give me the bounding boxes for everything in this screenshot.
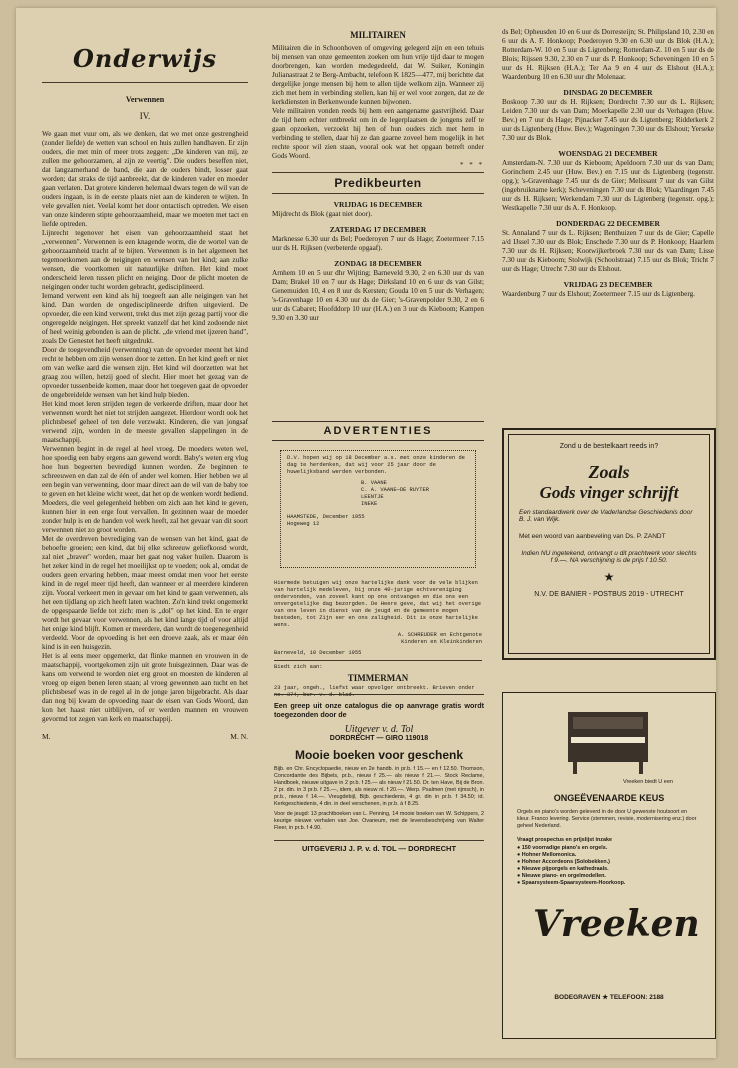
section-logo: Onderwijs (72, 44, 218, 73)
article-part: IV. (139, 111, 151, 121)
day-heading: ZONDAG 18 DECEMBER (334, 259, 422, 268)
paragraph: We gaan met vuur om, als we denken, dat we met onze gestrengheid (zonder liefde) de wetten van school en huis zullen handhaven. Er zijn ouders, die met min of meer trots zeggen: „De kinderen van mij, ze zullen me gehoorzamen, al zijn ze veertig". Die ouders beseffen niet, dat langzamerhand de band, die aan de ouders bindt, losser gaat worden; dat straks de tijd aanbreekt, dat de kinderen vader en moeder gaan verlaten. Dat grotere kinderen helemaal dwars tegen de wil van de ouders ingaan, is in de eerste plaats niet aan de kinderen te wijten. In vele gevallen niet. Veelal komt het door ontactisch optreden. We eisen van onze kinderen stipte gehoorzaamheid, maar we moeten met tact en liefde optreden. (42, 130, 248, 228)
wanted-label: Biedt zich aan: (274, 664, 323, 670)
tol-footer: UITGEVERIJ J. P. v. d. TOL — DORDRECHT (301, 844, 457, 853)
day-services: Amsterdam-N. 7.30 uur ds Kieboom; Apeldoorn 7.30 uur ds van Dam; Gorinchem 2.45 uur (Huw. Bev.) en 7.15 uur ds Ligtenberg (tegenstr. opg.); 's-Gravenhage 7.45 uur ds de Gier; Melissant 7 uur ds van Gilst (ingebruikname kerk); Scheveningen 7.30 uur ds Blok; Vlaardingen 7.45 uur ds H. Rijksen; Werkendam 7.30 uur ds Ligtenberg (tegenstr. opg.); Westkapelle 7.30 uur ds A. F. Honkoop. (502, 159, 714, 212)
notice-frame (280, 450, 476, 568)
middle-column (272, 28, 484, 323)
paragraph: Met de overdreven bevrediging van de wensen van het kind, gaat de behoefte groeien; een kind, dat bij elke schreeuw geliefkoosd wordt, zal niet „braver" worden, maar het gaat nog vaker huilen. Daarom is het zeker kind in de regel het moeilijkst op te voeden; ook al, omdat de ouders geen ervaring hebben, maar meest omdat men voor het eerste kind in de regel meer tijd heeft, dan wanneer er al meerdere kinderen zijn. Vooral verkeert men in gevaar om het kind te gaan verwennen, als het een tijdlang op zich heeft laten wachten. Zo'n kind trekt ongemerkt de opgespaarde liefde tot zich: men is „dol" op het kind. En te erger wordt het gevaar voor verwennen, als het kind lange tijd of voor altijd het enige kind blijft. Komen er meerdere, dan wordt de toegenegenheid verdeeld. Voor de opvoeding is het een droeve zaak, als er maar één kind is in een huisgezin. (42, 535, 248, 651)
vreeken-list (517, 845, 701, 887)
vreeken-footer: BODEGRAVEN ★ TELEFOON: 2188 (554, 994, 664, 1001)
notice-name: INEKE (361, 501, 378, 507)
piano-icon (563, 707, 653, 777)
divider (274, 840, 484, 841)
day-heading: WOENSDAG 21 DECEMBER (558, 149, 658, 158)
thanks-text: Hiermede betuigen wij onze hartelijke dank voor de vele blijken van hartelijk medeleven, bij onze 40-jarige echtvereniging ondervonden, van zoveel kant op ons ontvangen en die ons een onvergetelijke dag bezorgden. De Heere geve, dat wij het overige van ons leven in dienst van de jeugd en de gemeente mogen besteden, tot Zijn eer en ons zaligheid. Dit is onze hartelijke wens. (274, 580, 482, 628)
divider (272, 172, 484, 173)
article-body (42, 130, 248, 724)
banier-ad-frame (508, 434, 710, 654)
list-item: ● Spaarsysteem-Spaarsysteem-Hoorkoop. (517, 880, 626, 886)
paragraph: Het kind moet leren strijden tegen de verkeerde driften, maar door het verwennen wordt het niet tot strijden aangezet. Hierdoor wordt ook het plichtsbesef geheel of ten dele verzwakt. Kinderen, die van jongsaf verwend zijn, worden in de meeste gevallen slappelingen in de maatschappij. (42, 400, 248, 444)
list-item: ● Hohner Accordeons (Solobekken.) (517, 859, 610, 865)
signature-right: M. N. (230, 732, 248, 741)
thanks-signature: A. SCHREUDER en Echtgenote Kinderen en Kleinkinderen (397, 632, 482, 645)
tol-intro: Een greep uit onze catalogus die op aanvrage gratis wordt toegezonden door de (274, 701, 484, 719)
notice-text: D.V. hopen wij op 18 December a.s. met onze kinderen de dag te herdenken, dat wij voor 25 jaar door de huwelijksband werden verbonden. (287, 455, 465, 475)
predikbeurten-title: Predikbeurten (334, 176, 422, 190)
day-heading: VRIJDAG 23 DECEMBER (563, 280, 653, 289)
timmerman-text: 23 jaar, ongeh., liefst waar opvolger ontbreekt. Brieven onder no. 374, bur. v. d. blad. (274, 685, 475, 698)
right-column (502, 28, 714, 299)
divider (274, 660, 482, 661)
separator-stars: * * * (460, 161, 484, 169)
day-services: Boskoop 7.30 uur ds H. Rijksen; Dordrecht 7.30 uur ds L. Rijksen; Leiden 7.30 uur ds van Dam; Moerkapelle 2.30 uur ds Verhagen (Huw. Bev.) en 7 uur ds Hage; Pijnacker 7.45 uur ds Ligtenberg; Ridderkerk 2 uur ds Ligtenberg (Huw. Bev.); Wageningen 7.30 uur ds Elshout; Yerseke 7.30 uur ds Blok. (502, 98, 714, 142)
notice-address: Hogeweg 12 (287, 521, 320, 527)
services-continued: ds Bel; Opheusden 10 en 6 uur ds Dorresteijn; St. Philipsland 10, 2.30 en 6 uur ds A. F. Honkoop; Poederoyen 9.30 en 6.30 uur ds Blok (H.A.); Rotterdam-W. 10 en 5 uur ds Ligtenberg; Rotterdam-Z. 10 en 5 uur ds de Blois; Rijssen 9.30, 2.30 en 7 uur ds P. Honkoop; Scheveningen 10 en 5 uur ds H. Rijksen (H.A.); Ter Aa 9 en 4 uur ds Elshout (H.A.); Waardenburg 10 en 6.30 uur dhr Molenaar. (502, 28, 714, 81)
banier-top: Zond u de bestelkaart reeds in? (559, 443, 659, 450)
day-services: Mijdrecht ds Blok (gaat niet door). (272, 210, 373, 218)
notice-name: C. A. VAANE—DE RUYTER (361, 487, 429, 493)
thanks-notice (274, 580, 482, 699)
paragraph: Het is al eens meer opgemerkt, dat flinke mannen en vrouwen in de maatschappij, voortgekomen zijn uit grote huisgezinnen. Daar was de kans om verwend te worden niet erg groot en moesten de kinderen al vroeg op eigen benen leren staan; al vroeg gewennen aan tucht en het plichtsbesef was in de regel al in de jonge jaren bijgebracht. Als daar dan nog bij kwam de opvoeding naar de eisen van Gods Woord, dan kon het haast niet uitblijven, of er werden mannen en vrouwen gevormd tot zegen van kerk en maatschappij. (42, 652, 248, 723)
list-item: ● 150 voorradige piano's en orgels. (517, 845, 608, 851)
banier-footer: N.V. DE BANIER - POSTBUS 2019 - UTRECHT (534, 591, 684, 598)
signature-left: M. (42, 732, 51, 741)
tol-headline: Mooie boeken voor geschenk (294, 748, 464, 762)
notice-place: HAAMSTEDE, December 1955 (287, 514, 365, 520)
paragraph: Verwennen begint in de regel al heel vroeg. De moeders weten wel, hoe spoedig een baby ergens aan gewend wordt. Baby's weten erg vlug hoe hun begeerten bevredigd kunnen worden. Ze beginnen te schreeuwen en dan zal de één of ander wel komen. Hier hebben we al een begin van verwenning, door maar direct aan de wil van de baby toe te geven en het kleine wicht weet, dat het op de wenken wordt bediend. Moeders, die veel gelegenheid hebben om zich aan het kind te geven, kunnen hier in een erge fout vervallen. In gezinnen waar de moeder zonder hulp is en de handen vol werk heeft, zal het gevaar van dit soort verwennen niet zo groot worden. (42, 445, 248, 534)
vreeken-ad (502, 692, 716, 1039)
day-heading: DINSDAG 20 DECEMBER (563, 88, 653, 97)
tol-city: DORDRECHT — GIRO 119018 (329, 735, 429, 742)
list-item: ● Nieuwe piano- en orgelmodellen. (517, 873, 606, 879)
militairen-text: Militairen die in Schoonhoven of omgeving gelegerd zijn en een tehuis bij mensen van onze gemeenten zoeken om hun vrije tijd daar te mogen doorbrengen, kan worden medegedeeld, dat W. Suiker, Koningin Julianastraat 2 te Berg-Ambacht, telefoon K 1825—477, mij berichtte dat dergelijke jonge mensen bij hem te allen tijde welkom zijn. Wanneer zij zich met hem in verbinding stellen, kan hij er wel voor zorgen, dat ze de kerkdiensten in Berkenwoude kunnen bijwonen. Vele militairen vonden reeds bij hem een aangename gastvrijheid. Daar de tijd hem echter ontbreekt om in de legerplaatsen de jongens zelf te gaan opzoeken, verzoekt hij hen of hun ouders zich met hem in verbinding te stellen, daar hij ze dan gaarne zoveel hem mogelijk in het rechte spoor wil zien staan, vooral ook wat het opgaan betreft onder Gods Woord. (272, 44, 484, 160)
list-item: ● Hohner Mellomonica. (517, 852, 577, 858)
vreeken-logo: Vreeken (533, 903, 700, 945)
banier-offer: Indien NU ingetekend, ontvangt u dit prachtwerk voor slechts f 9.—. NA verschijning is de prijs f 10.50. (521, 550, 697, 564)
day-services: Marknesse 6.30 uur ds Bel; Poederoyen 7 uur ds Hage; Zoetermeer 7.15 uur ds H. Rijksen (verbeterde opgaaf). (272, 235, 484, 252)
timmerman-title: TIMMERMAN (347, 673, 409, 683)
advertenties-title: ADVERTENTIES (272, 421, 484, 441)
divider (272, 193, 484, 194)
paragraph: Door de toegevendheid (verwenning) van de opvoeder meent het kind recht te hebben om zijn wensen door te zetten. En het kind geeft er niet om van welke aard die wensen zijn. Het kind wil doorzetten wat het graag zou willen, hetzij goed of slecht. Hier moet het gezag van de opvoeder tussenbeide komen, maar door het toegeven gaat de opvoeder de ongebreidelde wensen van het kind hulp bieden. (42, 346, 248, 399)
day-services: Arnhem 10 en 5 uur dhr Wijting; Barneveld 9.30, 2 en 6.30 uur ds van Dam; Brakel 10 en 7 uur ds Hage; Dirksland 10 en 6 uur ds van Gilst; Genemuiden 10, 4 en 8 uur ds Kersten; Gouda 10 en 5 uur ds Verhagen; 's-Gravenhage 10 en 4.30 uur ds de Gier; 's-Gravenpolder 9.30, 2 en 6 uur ds Cabaret; Hoofddorp 10 uur (H.A.) en 3 uur ds Kieboom; Kampen 9.30 en 3.30 uur (272, 269, 484, 322)
paragraph: Iemand verwent een kind als hij toegeeft aan alle neigingen van het kind. Dan worden de ongedisciplineerde driften uitgevierd. De opvoeder, die een kind verwent, trekt dus met zijn gezag partij voor die ongeregelde neigingen. Het spreekt vanzelf dat het kind zodoende niet of heel weinig gebonden is aan de plicht. „de vriend met ijzeren hand", zoals De Genestet het heeft uitgedrukt. (42, 292, 248, 345)
banier-sub: Een standaardwerk over de Vaderlandse Geschiedenis door B. J. van Wijk. (519, 509, 693, 523)
divider (42, 82, 248, 83)
banier-rec: Met een woord van aanbeveling van Ds. P. ZANDT (519, 533, 666, 540)
newspaper-page (16, 8, 716, 1058)
vreeken-lines: Orgels en piano's worden geleverd in de door U gewenste houtsoort en kleur. Franco levering. Service (stemmen, revisie, modernisering enz.) door geheel Nederland. (517, 809, 697, 829)
vreeken-head: ONGEËVENAARDE KEUS (553, 793, 665, 803)
tol-publisher: Uitgever v. d. Tol (344, 724, 414, 735)
tol-list: Bijb. en Chr. Encyclopaedie, nieuw en 2e handb. in pr.b. f 15.— en f 12.50. Thomson, Concordantie des Bijbels, pr.b., nieuw f 25.— als nieuw f 21.—. Stock Reclame, Handboek, nieuwe uitgave in 2 pr.b. f 25.— als nieuw f 21.50. Dr. ten Have, Bij de Bron. 2 pr. din. in 3 pr.b. f 25.—, idem, als nieuw nl. f 20.—. Werp. Psalmen (met rijmsch), in pr.b., nieuw f 14.—. Vreugdebijl, Bijb. geschiedenis, 4 gr. din in pr.b. f 34.50; id. Kerkgeschiedenis, 4 din. in deel verschenen, in pr.b. à f 8.25. (274, 766, 484, 807)
day-heading: DONDERDAG 22 DECEMBER (556, 219, 660, 228)
tol-list2: Voor de jeugd: 13 prachtboeken van L. Penning, 14 mooie boeken van W. Schippers, 2 keurige nieuwe verhalen van Joe. Ovaneum, met de levensbeschrijving van Walter Fleer, in pr.b. f 4.90. (274, 811, 484, 831)
militairen-title: MILITAIREN (350, 30, 406, 40)
banier-title1: Zoals (588, 462, 630, 482)
left-column (42, 34, 248, 741)
vreeken-caption: Vreeken biedt U een (623, 779, 673, 785)
day-services: Waardenburg 7 uur ds Elshout; Zoetermeer 7.15 uur ds Ligtenberg. (502, 290, 695, 298)
star-icon: ★ (603, 570, 615, 584)
banier-title2: Gods vinger schrijft (539, 483, 679, 502)
signatures (42, 732, 248, 741)
family-notice (274, 444, 482, 574)
banier-ad (502, 428, 716, 660)
day-heading: ZATERDAG 17 DECEMBER (329, 225, 427, 234)
notice-name: B. VAANE (361, 480, 387, 486)
thanks-place: Barneveld, 10 December 1955 (274, 650, 362, 656)
notice-name: LEENTJE (361, 494, 384, 500)
day-services: St. Annaland 7 uur ds L. Rijksen; Benthuizen 7 uur ds de Gier; Capelle a/d IJssel 7.30 uur ds Blok; Enschede 7.30 uur ds P. Honkoop; Haarlem 7.30 uur ds H. Rijksen; Kootwijkerbroek 7.30 uur ds van Dam; Lisse 7.30 uur ds Kieboom; Stolwijk (Schoolstraat) 7.15 uur ds Blok; Tricht 7 uur ds Hage; Utrecht 7.30 uur ds Elshout. (502, 229, 714, 273)
tol-ad (274, 694, 484, 1035)
day-heading: VRIJDAG 16 DECEMBER (333, 200, 423, 209)
paragraph: Lijnrecht tegenover het eisen van gehoorzaamheid staat het „verwennen". Verwennen is een knagende worm, die de wortel van de gehoorzaamheid tracht af te bijten. Verwennen is in het algemeen het tegemoetkomen aan de neigingen en wensen van het kind; aan zulke wensen, die voortkomen uit natuurlijke driften. Het kind moet onderscheid leren tussen plicht en neiging. Door de plicht moeten de neigingen onder tucht worden gebracht, gedisciplineerd. (42, 229, 248, 291)
article-subhead: Verwennen (125, 95, 165, 104)
list-item: ● Nieuwe pijporgels en kathedraals. (517, 866, 609, 872)
vreeken-list-head: Vraagt prospectus en prijslijst inzake (517, 837, 612, 843)
